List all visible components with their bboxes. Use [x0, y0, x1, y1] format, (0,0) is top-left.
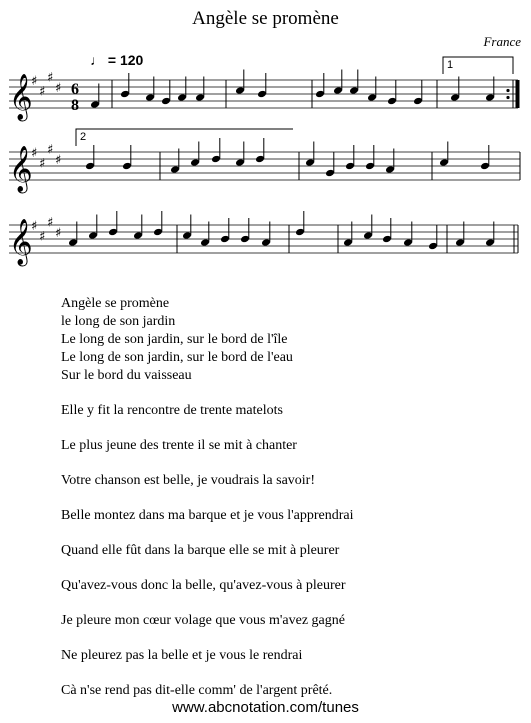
lyrics-line: Ne pleurez pas la belle et je vous le rendrai: [61, 648, 303, 663]
lyrics-line: Elle y fit la rencontre de trente matelots: [61, 403, 283, 418]
tempo-value: = 120: [107, 52, 144, 68]
lyrics-line: Le long de son jardin, sur le bord de l'île: [61, 332, 288, 347]
lyrics-stanza: [61, 577, 354, 595]
lyrics-line: Cà n'se rend pas dit-elle comm' de l'argent prêté.: [61, 683, 333, 698]
sharp-icon: ♯: [55, 153, 62, 168]
repeat-dot: [506, 89, 509, 92]
lyrics-line: Quand elle fût dans la barque elle se mit à pleurer: [61, 543, 340, 558]
lyrics-block: [61, 295, 354, 717]
sharp-icon: ♯: [31, 146, 38, 161]
time-signature-bottom: 8: [71, 97, 79, 114]
tune-origin: France: [483, 34, 521, 49]
sharp-icon: ♯: [55, 81, 62, 96]
lyrics-line: Le plus jeune des trente il se mit à chanter: [61, 438, 297, 453]
lyrics-stanza: [61, 507, 354, 525]
sharp-icon: ♯: [47, 142, 54, 158]
lyrics-line: Le long de son jardin, sur le bord de l'eau: [61, 350, 293, 365]
lyrics-stanza: [61, 682, 354, 700]
sharp-icon: ♯: [39, 229, 46, 245]
lyrics-stanza: [61, 647, 354, 665]
lyrics-line: Votre chanson est belle, je voudrais la savoir!: [61, 473, 316, 488]
sharp-icon: ♯: [39, 156, 46, 172]
lyrics-line: Qu'avez-vous donc la belle, qu'avez-vous à pleurer: [61, 578, 346, 593]
footer-url[interactable]: www.abcnotation.com/tunes: [172, 699, 359, 716]
treble-clef-icon: 𝄞: [9, 219, 33, 265]
first-ending-bracket: [443, 57, 513, 74]
sharp-icon: ♯: [39, 84, 46, 100]
sharp-icon: ♯: [47, 70, 54, 86]
repeat-dot: [506, 96, 509, 99]
second-ending-bracket: [76, 129, 293, 146]
lyrics-line: Belle montez dans ma barque et je vous l'apprendrai: [61, 508, 354, 523]
lyrics-stanza: [61, 542, 354, 560]
sharp-icon: ♯: [31, 219, 38, 234]
sharp-icon: ♯: [55, 226, 62, 241]
time-signature-top: 6: [71, 81, 79, 98]
treble-clef-icon: 𝄞: [9, 146, 33, 192]
first-ending-number: 1: [447, 59, 454, 71]
quarter-note-icon: ♩: [90, 52, 104, 68]
lyrics-line: le long de son jardin: [61, 314, 176, 329]
lyrics-stanza: [61, 472, 354, 490]
lyrics-stanza: [61, 295, 354, 385]
lyrics-stanza: [61, 612, 354, 630]
second-ending-number: 2: [80, 131, 87, 143]
sheet-music: [0, 0, 531, 290]
lyrics-stanza: [61, 437, 354, 455]
time-signature: [71, 81, 79, 114]
lyrics-stanza: [61, 402, 354, 420]
tune-title: Angèle se promène: [192, 8, 339, 29]
sharp-icon: ♯: [31, 74, 38, 89]
lyrics-line: Sur le bord du vaisseau: [61, 368, 192, 383]
staves: [9, 70, 520, 268]
sharp-icon: ♯: [47, 215, 54, 231]
lyrics-line: Je pleure mon cœur volage que vous m'avez gagné: [61, 613, 345, 628]
treble-clef-icon: 𝄞: [9, 74, 33, 120]
lyrics-line: Angèle se promène: [61, 296, 170, 311]
